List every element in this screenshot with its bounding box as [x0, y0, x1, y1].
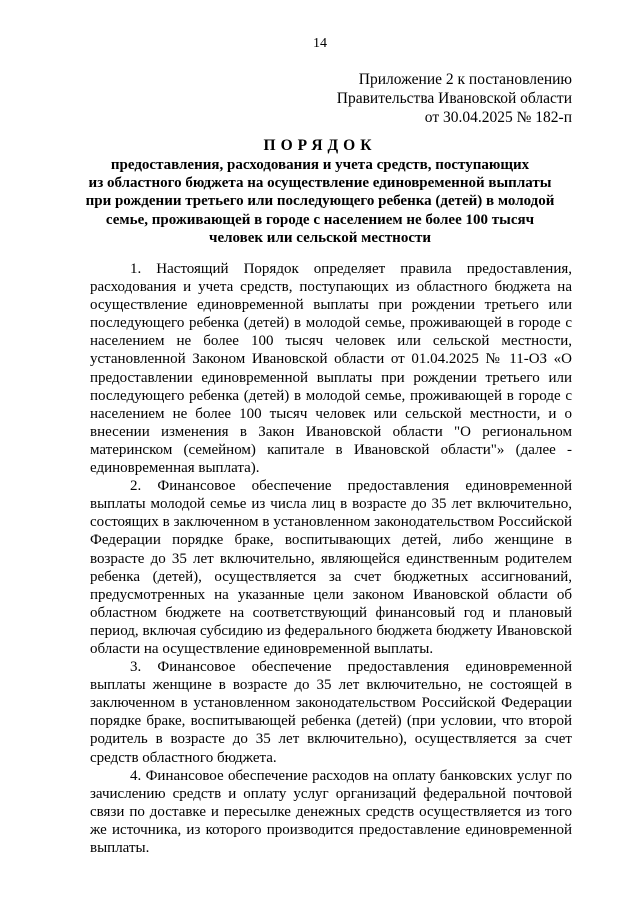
subtitle-line-3: при рождении третьего или последующего ребенка (детей) в молодой: [85, 193, 555, 210]
subtitle-line-5: человек или сельской местности: [209, 229, 431, 246]
appendix-line-3: от 30.04.2025 № 182-п: [424, 109, 572, 126]
paragraph-4: 4. Финансовое обеспечение расходов на оплату банковских услуг по зачислению средств и оплату услуг организаций федеральной почтовой связи по доставке и пересылке денежных средств осуществляется из того же источника, из которого производится предоставление единовременной выплаты.: [90, 767, 572, 856]
appendix-line-1: Приложение 2 к постановлению: [358, 71, 572, 88]
document-body: [90, 260, 572, 857]
page-number: 14: [313, 36, 327, 51]
appendix-reference: [337, 70, 572, 127]
appendix-line-2: Правительства Ивановской области: [336, 90, 572, 107]
subtitle-line-1: предоставления, расходования и учета средств, поступающих: [110, 157, 530, 173]
subtitle-line-2: из областного бюджета на осуществление единовременной выплаты: [88, 175, 552, 192]
subtitle-line-4: семье, проживающей в городе с населением не более 100 тысяч: [105, 211, 535, 228]
paragraph-1: 1. Настоящий Порядок определяет правила предоставления, расходования и учета средств, поступающих из областного бюджета на осуществление единовременной выплаты при рождении третьего или последующего ребенка (детей) в молодой семье, проживающей в городе с населением не более 100 тысяч человек или сельской местности, установленной Законом Ивановской области от 01.04.2025 № 11-ОЗ «О предоставлении единовременной выплаты при рождении третьего или последующего ребенка (детей) в молодой семье, проживающей в городе с населением не более 100 тысяч человек или сельской местности, и о внесении изменения в Закон Ивановской области "О региональном материнском (семейном) капитале в Ивановской области"» (далее - единовременная выплата).: [90, 261, 572, 477]
paragraph-2: 2. Финансовое обеспечение предоставления единовременной выплаты молодой семье из числа лиц в возрасте до 35 лет включительно, состоящих в заключенном в установленном законодательством Российской Федерации порядке браке, воспитывающих детей, либо женщине в возрасте до 35 лет включительно, являющейся единственным родителем ребенка (детей), осуществляется за счет бюджетных ассигнований, предусмотренных на указанные цели законом Ивановской области об областном бюджете на соответствующий финансовый год и плановый период, включая субсидию из федерального бюджета бюджету Ивановской области на осуществление единовременной выплаты.: [90, 478, 572, 657]
document-heading: ПОРЯДОК: [263, 137, 377, 154]
document-subtitle: [80, 156, 560, 247]
paragraph-3: 3. Финансовое обеспечение предоставления единовременной выплаты женщине в возрасте до 35 лет включительно, не состоящей в заключенном в установленном законодательством Российской Федерации порядке браке, воспитывающей ребенка (детей) (при условии, что второй родитель в возрасте до 35 лет включительно), осуществляется за счет средств областного бюджета.: [90, 659, 572, 766]
